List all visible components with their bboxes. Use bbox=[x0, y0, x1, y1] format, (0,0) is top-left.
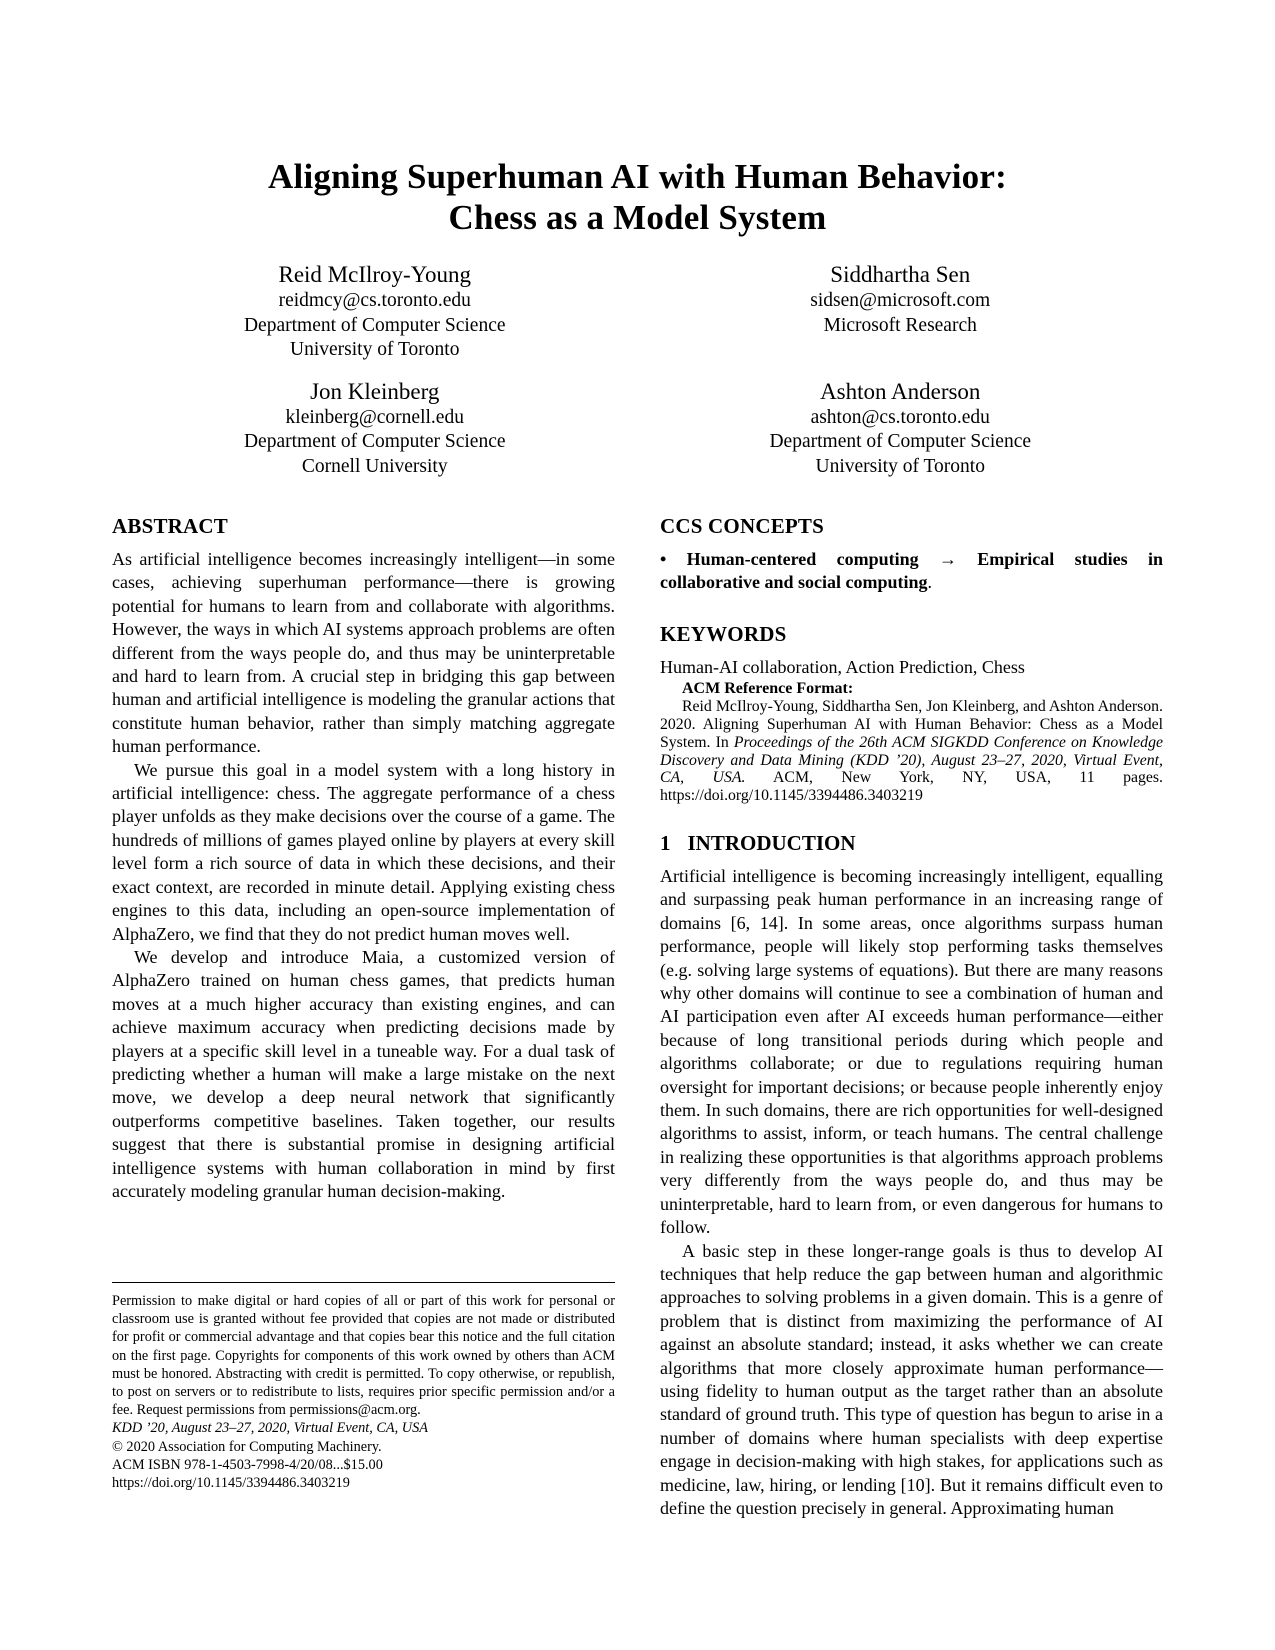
author-email: ashton@cs.toronto.edu bbox=[810, 406, 990, 428]
author-jon-kleinberg bbox=[112, 378, 638, 480]
abstract-paragraph: We pursue this goal in a model system with a long history in artificial intelligence: chess. The aggregate performance of a chess player unfolds as they make decisions over the course of a game. The hundreds of millions of games played online by players at every skill level form a rich source of data in which these decisions, and their exact context, are recorded in minute detail. Applying existing chess engines to this data, including an open-source implementation of AlphaZero, we find that they do not predict human moves well. bbox=[112, 759, 615, 944]
keywords-text: Human-AI collaboration, Action Prediction, Chess bbox=[660, 656, 1025, 677]
author-email: reidmcy@cs.toronto.edu bbox=[278, 290, 471, 311]
author-affiliation: University of Toronto bbox=[290, 339, 460, 360]
ccs-concept-period: . bbox=[927, 572, 933, 593]
paper-title-line1: Aligning Superhuman AI with Human Behavior: bbox=[268, 157, 1007, 196]
author-ashton-anderson bbox=[638, 378, 1164, 480]
author-affiliation: Cornell University bbox=[301, 455, 448, 477]
author-reid-mcilroy-young bbox=[112, 261, 638, 363]
author-affiliation: Microsoft Research bbox=[823, 314, 977, 336]
author-affiliation: Department of Computer Science bbox=[769, 431, 1032, 452]
abstract-paragraph: As artificial intelligence becomes increasingly intelligent—in some cases, achieving superhuman performance—there is growing potential for humans to learn from and collaborate with algorithms. However, the ways in which AI systems approach problems are often different from the ways people do, and thus may be uninterpretable and hard to learn from. A crucial step in bridging this gap between human and artificial intelligence is modeling the granular actions that constitute human behavior, rather than simply matching aggregate human performance. bbox=[112, 549, 615, 757]
reference-proceedings-italic: Proceedings of the 26th ACM SIGKDD Conference on Knowledge Discovery and Data Mining (KDD ’20), August 23–27, 2020, Virtual Event, CA, USA. bbox=[660, 733, 1163, 787]
isbn-line: ACM ISBN 978-1-4503-7998-4/20/08...$15.00 bbox=[112, 1456, 383, 1473]
section-number: 1 bbox=[660, 831, 671, 855]
reference-citation-authors: Reid McIlroy-Young, Siddhartha Sen, Jon Kleinberg, and Ashton Anderson. 2020. Aligning Superhuman AI with Human Behavior: Chess as a Model System. In bbox=[660, 698, 1163, 751]
author-name: Ashton Anderson bbox=[820, 378, 981, 404]
author-siddhartha-sen bbox=[638, 261, 1164, 363]
paper-title bbox=[0, 156, 1275, 238]
conference-info: KDD ’20, August 23–27, 2020, Virtual Event, CA, USA bbox=[112, 1420, 428, 1437]
section-title: INTRODUCTION bbox=[687, 831, 856, 855]
introduction-heading bbox=[660, 831, 1163, 856]
introduction-paragraph: A basic step in these longer-range goals is thus to develop AI techniques that help reduce the gap between human and algorithmic approaches to solving problems in a given domain. This is a genre of problem that is distinct from maximizing the performance of AI against an absolute standard; instead, it asks whether we can create algorithms that more closely approximate human performance—using fidelity to human output as the target rather than an absolute standard of ground truth. This type of question has begun to arise in a number of domains where human specialists with deep expertise engage in decision-making with high stakes, for applications such as medicine, law, hiring, or lending [10]. But it remains difficult even to define the question precisely in general. Approximating human bbox=[660, 1240, 1163, 1518]
copyright-line: © 2020 Association for Computing Machinery. bbox=[112, 1438, 382, 1455]
right-column bbox=[660, 514, 1163, 1520]
reference-publisher-doi[interactable]: ACM, New York, NY, USA, 11 pages. https://doi.org/10.1145/3394486.3403219 bbox=[660, 769, 1163, 805]
author-affiliation: Department of Computer Science bbox=[243, 431, 506, 452]
ccs-concept-text: • Human-centered computing → Empirical studies in collaborative and social computing bbox=[660, 549, 1163, 593]
ccs-concepts-entry bbox=[660, 548, 1163, 595]
ccs-concepts-heading: CCS CONCEPTS bbox=[660, 514, 825, 538]
copyright-footnote bbox=[112, 1282, 615, 1492]
author-name: Jon Kleinberg bbox=[310, 378, 440, 404]
abstract-paragraph: We develop and introduce Maia, a customized version of AlphaZero trained on human chess games, that predicts human moves at a much higher accuracy than existing engines, and can achieve maximum accuracy when predicting decisions made by players at a specific skill level in a tuneable way. For a dual task of predicting whether a human will make a large mistake on the next move, we develop a deep neural network that significantly outperforms competitive baselines. Taken together, our results suggest that there is substantial promise in designing artificial intelligence systems with human collaboration in mind by first accurately modeling granular human decision-making. bbox=[112, 946, 615, 1201]
introduction-paragraph: Artificial intelligence is becoming increasingly intelligent, equalling and surpassing peak human performance in an increasing range of domains [6, 14]. In some areas, once algorithms surpass human performance, people will likely stop performing tasks themselves (e.g. solving large systems of equations). But there are many reasons why other domains will continue to see a combination of human and AI participation even after AI exceeds human performance—either because of long transitional periods during which people and algorithms collaborate; or due to regulations requiring human oversight for important decisions; or because people inherently enjoy them. In such domains, there are rich opportunities for well-designed algorithms to assist, inform, or teach humans. The central challenge in realizing these opportunities is that algorithms approach problems very differently from the ways people do, and thus may be uninterpretable, hard to learn from, or even dangerous for humans to follow. bbox=[660, 866, 1163, 1238]
doi-link[interactable]: https://doi.org/10.1145/3394486.3403219 bbox=[112, 1475, 350, 1492]
left-column bbox=[112, 514, 615, 1203]
permission-text: Permission to make digital or hard copies of all or part of this work for personal or classroom use is granted without fee provided that copies are not made or distributed for profit or commercial advantage and that copies bear this notice and the full citation on the first page. Copyrights for components of this work owned by others than ACM must be honored. Abstracting with credit is permitted. To copy otherwise, or republish, to post on servers or to redistribute to lists, requires prior specific permission and/or a fee. Request permissions from permissions@acm.org. bbox=[112, 1293, 615, 1419]
author-affiliation: Department of Computer Science bbox=[243, 314, 506, 336]
acm-reference-format-heading: ACM Reference Format: bbox=[682, 680, 854, 698]
author-email: kleinberg@cornell.edu bbox=[285, 406, 464, 428]
abstract-heading: ABSTRACT bbox=[112, 514, 228, 538]
author-email: sidsen@microsoft.com bbox=[810, 290, 991, 311]
author-affiliation: University of Toronto bbox=[815, 455, 985, 477]
author-name: Reid McIlroy-Young bbox=[278, 262, 472, 287]
paper-title-line2: Chess as a Model System bbox=[448, 198, 827, 237]
author-block bbox=[112, 261, 1163, 479]
acm-reference-text bbox=[660, 698, 1163, 805]
author-name: Siddhartha Sen bbox=[830, 262, 971, 287]
keywords-heading: KEYWORDS bbox=[660, 621, 787, 646]
